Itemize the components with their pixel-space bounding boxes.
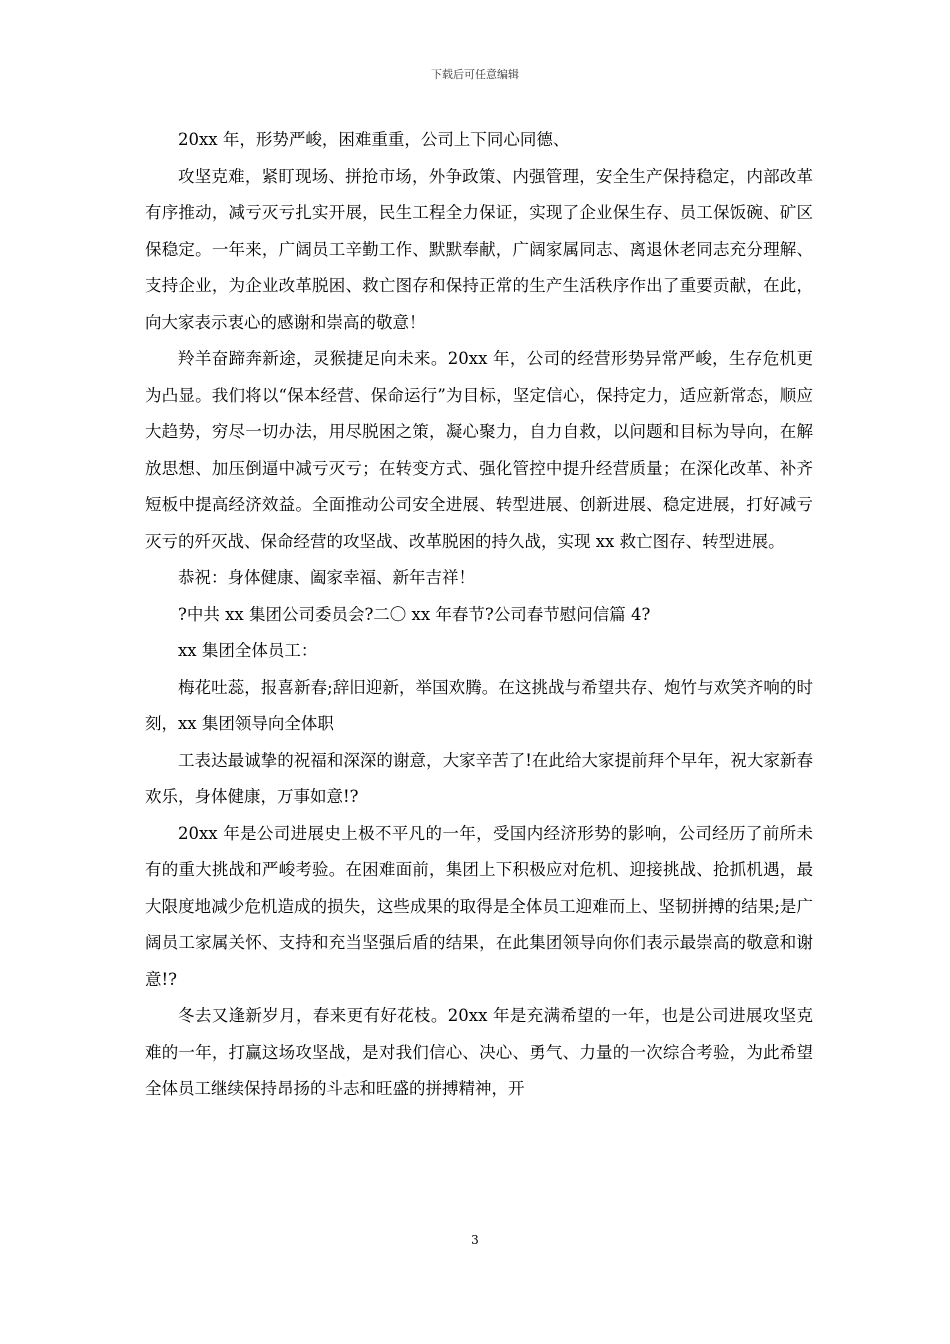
paragraph-9: 20xx 年是公司进展史上极不平凡的一年，受国内经济形势的影响，公司经历了前所未有的重大挑战和严峻考验。在困难面前，集团上下积极应对危机、迎接挑战、抢抓机遇，最大限度地减少危机造成的损失，这些成果的取得是全体员工迎难而上、坚韧拼搏的结果;是广阔员工家属关怀、支持和充当坚强后盾的结果，在此集团领导向你们表示最崇高的敬意和谢意!? xyxy=(145,823,813,989)
paragraph-8: 工表达最诚挚的祝福和深深的谢意，大家辛苦了!在此给大家提前拜个早年，祝大家新春欢乐，身体健康，万事如意!? xyxy=(145,750,813,806)
page-number: 3 xyxy=(471,1233,479,1247)
paragraph-7: 梅花吐蕊，报喜新春;辞旧迎新，举国欢腾。在这挑战与希望共存、炮竹与欢笑齐响的时刻，xx 集团领导向全体职 xyxy=(145,677,813,733)
page-header: 下载后可任意编辑 xyxy=(431,68,519,81)
paragraph-6: xx 集团全体员工： xyxy=(178,641,318,660)
paragraph-3: 羚羊奋蹄奔新途，灵猴捷足向未来。20xx 年，公司的经营形势异常严峻，生存危机更为凸显。我们将以“保本经营、保命运行”为目标，坚定信心，保持定力，适应新常态，顺应大趋势，穷尽一切办法，用尽脱困之策，凝心聚力，自力自救，以问题和目标为导向，在解放思想、加压倒逼中减亏灭亏；在转变方式、强化管控中提升经营质量；在深化改革、补齐短板中提高经济效益。全面推动公司安全进展、转型进展、创新进展、稳定进展，打好减亏灭亏的歼灭战、保命经营的攻坚战、改革脱困的持久战，实现 xx 救亡图存、转型进展。 xyxy=(145,349,813,551)
document-body xyxy=(145,122,813,1108)
paragraph-10: 冬去又逢新岁月，春来更有好花枝。20xx 年是充满希望的一年，也是公司进展攻坚克难的一年，打赢这场攻坚战，是对我们信心、决心、勇气、力量的一次综合考验，为此希望全体员工继续保持昂扬的斗志和旺盛的拼搏精神，开 xyxy=(145,1006,813,1098)
paragraph-4: 恭祝：身体健康、阖家幸福、新年吉祥！ xyxy=(178,568,475,587)
paragraph-2: 攻坚克难，紧盯现场、拼抢市场，外争政策、内强管理，安全生产保持稳定，内部改革有序推动，减亏灭亏扎实开展，民生工程全力保证，实现了企业保生存、员工保饭碗、矿区保稳定。一年来，广阔员工辛勤工作、默默奉献，广阔家属同志、离退休老同志充分理解、支持企业，为企业改革脱困、救亡图存和保持正常的生产生活秩序作出了重要贡献，在此，向大家表示衷心的感谢和崇高的敬意！ xyxy=(145,166,813,332)
paragraph-5: ?中共 xx 集团公司委员会?二〇 xx 年春节?公司春节慰问信篇 4? xyxy=(178,604,651,624)
paragraph-1: 20xx 年，形势严峻，困难重重，公司上下同心同德、 xyxy=(178,130,570,149)
